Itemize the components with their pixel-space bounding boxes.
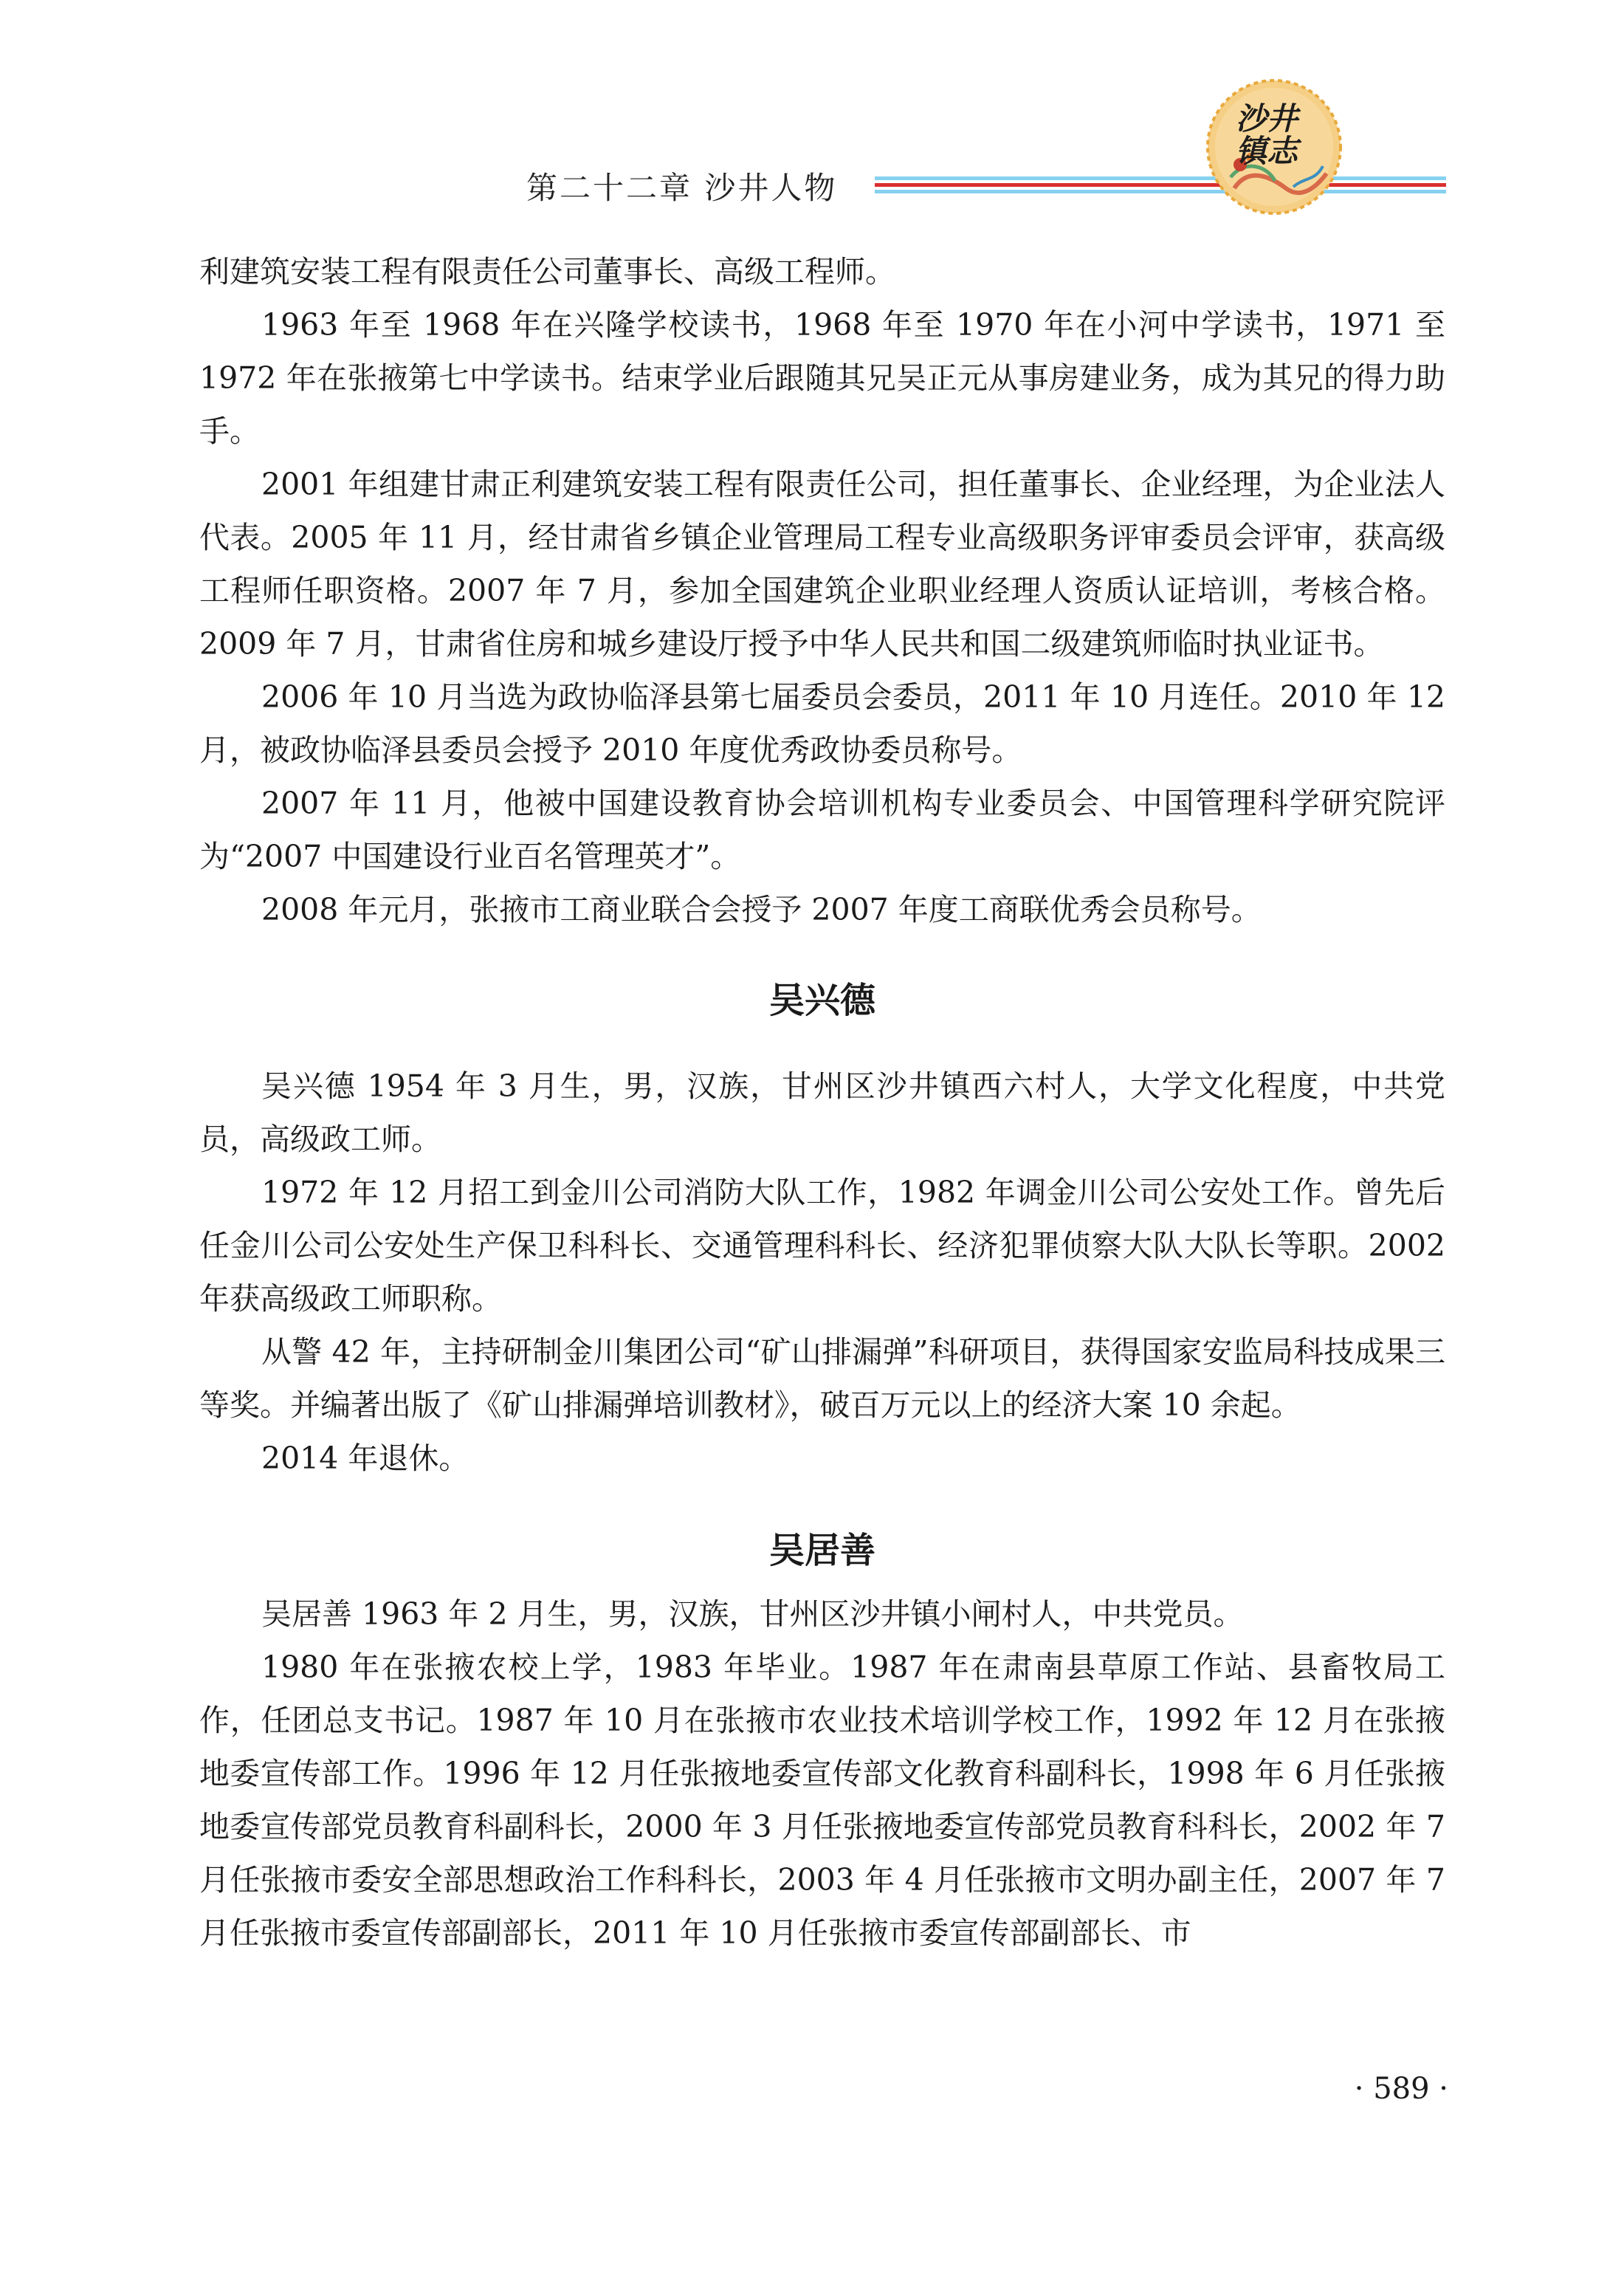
paragraph: 利建筑安装工程有限责任公司董事长、高级工程师。	[199, 254, 895, 289]
logo-text-line1: 沙井	[1235, 100, 1298, 137]
page-body	[199, 245, 1445, 1960]
paragraph: 2007 年 11 月，他被中国建设教育协会培训机构专业委员会、中国管理科学研究院评为“2007 中国建设行业百名管理英才”。	[199, 786, 1445, 874]
section-title-wu-xingde: 吴兴德	[768, 980, 875, 1021]
chapter-title: 第二十二章 沙井人物	[526, 170, 838, 206]
rule-line-red	[875, 183, 1446, 187]
page-number: · 589 ·	[1354, 2072, 1448, 2106]
logo-text	[1230, 100, 1304, 169]
paragraph: 1972 年 12 月招工到金川公司消防大队工作，1982 年调金川公司公安处工作。曾先后任金川公司公安处生产保卫科科长、交通管理科科长、经济犯罪侦察大队大队长等职。2002 年获高级政工师职称。	[199, 1175, 1445, 1316]
logo-text-line2: 镇志	[1235, 133, 1298, 169]
paragraph: 2008 年元月，张掖市工商业联合会授予 2007 年度工商联优秀会员称号。	[261, 892, 1262, 927]
paragraph: 1980 年在张掖农校上学，1983 年毕业。1987 年在肃南县草原工作站、县畜牧局工作，任团总支书记。1987 年 10 月在张掖市农业技术培训学校工作，1992 年 12 月在张掖地委宣传部工作。1996 年 12 月任张掖地委宣传部文化教育科副科长，1998 年 6 月任张掖地委宣传部党员教育科副科长，2000 年 3 月任张掖地委宣传部党员教育科科长，2002 年 7 月任张掖市委安全部思想政治工作科科长，2003 年 4 月任张掖市文明办副主任，2007 年 7 月任张掖市委宣传部副部长，2011 年 10 月任张掖市委宣传部副部长、市	[199, 1649, 1445, 1951]
paragraph: 吴居善 1963 年 2 月生，男，汉族，甘州区沙井镇小闸村人，中共党员。	[261, 1596, 1244, 1632]
rule-line-blue-top	[875, 176, 1446, 180]
page-header	[0, 0, 1624, 222]
rule-line-blue-bottom	[875, 190, 1446, 193]
paragraph: 2001 年组建甘肃正利建筑安装工程有限责任公司，担任董事长、企业经理，为企业法人代表。2005 年 11 月，经甘肃省乡镇企业管理局工程专业高级职务评审委员会评审，获高级工程师任职资格。2007 年 7 月，参加全国建筑企业职业经理人资质认证培训，考核合格。2009 年 7 月，甘肃省住房和城乡建设厅授予中华人民共和国二级建筑师临时执业证书。	[199, 467, 1445, 662]
paragraph: 2006 年 10 月当选为政协临泽县第七届委员会委员，2011 年 10 月连任。2010 年 12 月，被政协临泽县委员会授予 2010 年度优秀政协委员称号。	[199, 679, 1445, 768]
paragraph: 吴兴德 1954 年 3 月生，男，汉族，甘州区沙井镇西六村人，大学文化程度，中共党员，高级政工师。	[199, 1068, 1445, 1157]
paragraph: 1963 年至 1968 年在兴隆学校读书，1968 年至 1970 年在小河中学读书，1971 至 1972 年在张掖第七中学读书。结束学业后跟随其兄吴正元从事房建业务，成为其兄的得力助手。	[199, 307, 1445, 449]
header-rule	[875, 175, 1446, 200]
section-title-wu-jushan: 吴居善	[768, 1530, 875, 1571]
paragraph: 2014 年退休。	[261, 1441, 469, 1476]
paragraph: 从警 42 年，主持研制金川集团公司“矿山排漏弹”科研项目，获得国家安监局科技成果三等奖。并编著出版了《矿山排漏弹培训教材》，破百万元以上的经济大案 10 余起。	[199, 1334, 1445, 1423]
